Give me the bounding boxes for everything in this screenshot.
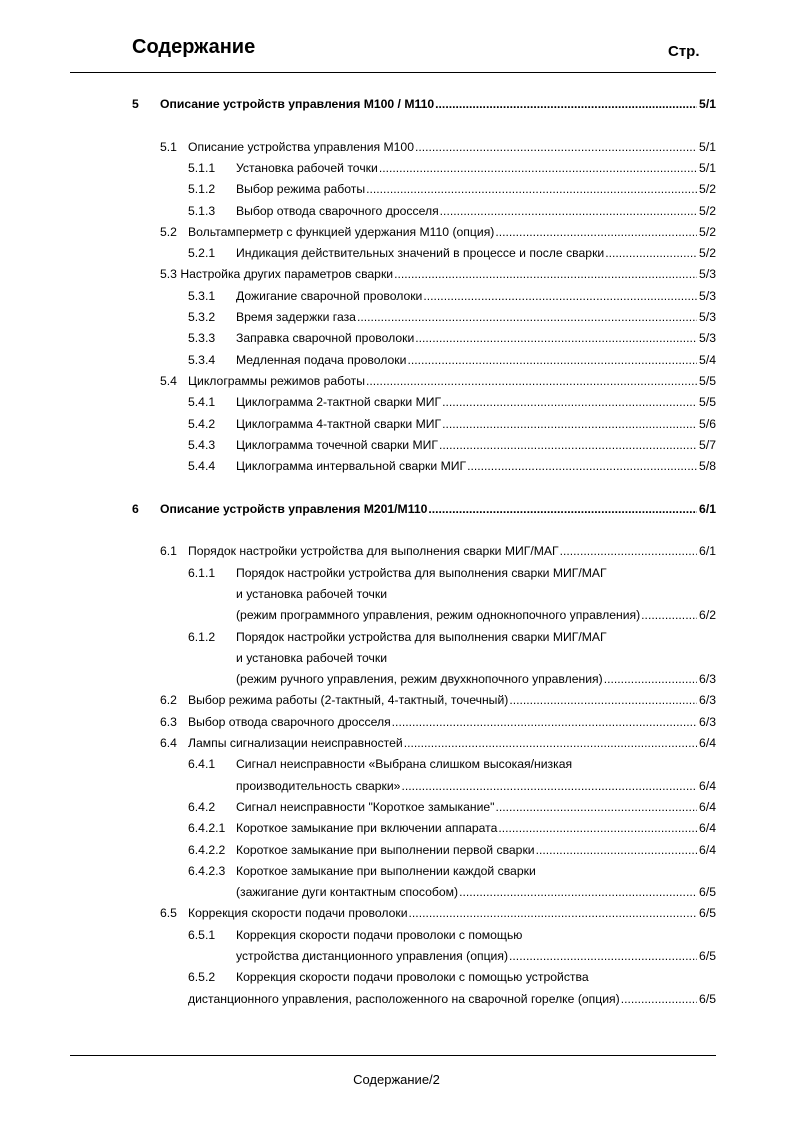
toc-entry-page: 6/3 <box>699 693 716 708</box>
toc-entry-title: Лампы сигнализации неисправностей <box>188 736 403 750</box>
toc-entry-title: 5.3 Настройка других параметров сварки <box>160 267 394 282</box>
dot-leader <box>495 223 697 241</box>
toc-entry <box>188 819 716 837</box>
toc-entry-title: и установка рабочей точки <box>236 586 388 601</box>
toc-entry-title: Выбор отвода сварочного дросселя <box>236 203 439 218</box>
toc-entry <box>188 564 716 582</box>
toc-entry-page: 6/3 <box>699 672 716 687</box>
dot-leader <box>392 713 697 731</box>
toc-entry-title: дистанционного управления, расположенного на сварочной горелке (опция) <box>188 991 620 1006</box>
toc-entry-number: 5.1.1 <box>188 160 216 175</box>
dot-leader <box>366 372 697 390</box>
toc-entry-page: 5/8 <box>699 459 716 474</box>
toc-entry-number: 5.4.1 <box>188 395 216 410</box>
toc-entry-title: Индикация действительных значений в процессе и после сварки <box>236 246 605 261</box>
toc-entry-title: Заправка сварочной проволоки <box>236 331 415 346</box>
toc-entry-page: 6/1 <box>699 544 716 559</box>
toc-entry-title: Описание устройства управления М100 <box>188 139 414 154</box>
dot-leader <box>401 777 697 795</box>
toc-entry <box>236 883 716 901</box>
toc-entry-page: 5/2 <box>699 182 716 197</box>
toc-entry-number: 6.5.1 <box>188 927 216 942</box>
dot-leader <box>605 244 697 262</box>
toc-entry-title: Описание устройств управления М201/М110 <box>160 501 428 516</box>
dot-leader <box>435 95 697 113</box>
page-footer: Содержание/2 <box>353 1072 440 1087</box>
toc-entry-number: 6.4.2 <box>188 799 216 814</box>
dot-leader <box>440 202 697 220</box>
toc-entry <box>188 244 716 262</box>
toc-entry-title: Время задержки газа <box>236 310 356 324</box>
dot-leader <box>459 883 697 901</box>
toc-entry-page: 6/4 <box>699 821 716 836</box>
toc-entry-title: (зажигание дуги контактным способом) <box>236 885 459 900</box>
toc-entry-title: Коррекция скорости подачи проволоки с помощью устройства <box>236 970 589 985</box>
toc-entry-page: 5/4 <box>699 352 716 367</box>
toc-entry <box>188 202 716 220</box>
toc-entry-page: 5/3 <box>699 288 716 303</box>
toc-entry-page: 5/3 <box>699 331 716 346</box>
toc-entry <box>160 904 716 922</box>
toc-entry-page: 6/4 <box>699 842 716 857</box>
dot-leader <box>379 159 697 177</box>
dot-leader <box>604 670 697 688</box>
toc-entry-title: устройства дистанционного управления (опция) <box>236 949 509 963</box>
dot-leader <box>641 606 697 624</box>
dot-leader <box>428 500 697 518</box>
toc-entry-title: Циклограмма интервальной сварки МИГ <box>236 459 467 474</box>
toc-entry-number: 6.2 <box>160 693 177 708</box>
toc-entry <box>236 585 716 603</box>
toc-entry-title: Циклограмма 2-тактной сварки МИГ <box>236 395 442 410</box>
toc-entry <box>188 415 716 433</box>
toc-entry-page: 5/2 <box>699 246 716 261</box>
toc-entry-number: 5.4.4 <box>188 459 216 474</box>
toc-entry <box>160 734 716 752</box>
dot-leader <box>366 180 697 198</box>
toc-entry-number: 5.3.2 <box>188 310 216 324</box>
toc-entry-title: Сигнал неисправности «Выбрана слишком высокая/низкая <box>236 757 573 772</box>
toc-entry <box>160 713 716 731</box>
toc-entry-title: (режим программного управления, режим однокнопочного управления) <box>236 608 641 623</box>
toc-entry-title: Порядок настройки устройства для выполнения сварки МИГ/МАГ <box>236 629 607 644</box>
toc-entry-page: 5/2 <box>699 224 716 239</box>
dot-leader <box>357 308 697 326</box>
toc-entry <box>188 351 716 369</box>
toc-entry <box>188 159 716 177</box>
toc-entry-page: 6/3 <box>699 714 716 729</box>
page-column-header: Стр. <box>668 43 700 60</box>
toc-entry-page: 6/1 <box>699 501 716 516</box>
toc-entry-number: 6.4 <box>160 736 177 750</box>
toc-entry-number: 5.1.3 <box>188 203 216 218</box>
toc-entry-title: Выбор режима работы <box>236 182 366 197</box>
dot-leader <box>442 393 697 411</box>
toc-entry-number: 5.1.2 <box>188 182 216 197</box>
dot-leader <box>496 798 698 816</box>
page-title: Содержание <box>132 36 256 58</box>
toc-entry <box>160 223 716 241</box>
toc-entry-title: Медленная подача проволоки <box>236 352 407 367</box>
toc-entry-page: 6/2 <box>699 608 716 623</box>
toc-entry-title: Циклограмма точечной сварки МИГ <box>236 437 438 452</box>
toc-entry <box>236 670 716 688</box>
toc-entry <box>132 95 716 113</box>
toc-entry-title: Вольтамперметр с функцией удержания М110 (опция) <box>188 224 495 239</box>
toc-entry <box>188 841 716 859</box>
dot-leader <box>536 841 697 859</box>
toc-entry-title: Дожигание сварочной проволоки <box>236 288 423 303</box>
toc-entry <box>160 265 716 283</box>
dot-leader <box>621 990 697 1008</box>
toc-entry-number: 5 <box>132 97 139 111</box>
toc-entry-title: Короткое замыкание при выполнении каждой сварки <box>236 863 536 878</box>
toc-entry-title: Циклограмма 4-тактной сварки МИГ <box>236 416 442 431</box>
toc-entry <box>160 691 716 709</box>
toc-entry-number: 6.4.2.3 <box>188 863 226 878</box>
dot-leader <box>423 287 697 305</box>
toc-entry-number: 6.4.1 <box>188 757 216 772</box>
dot-leader <box>509 947 697 965</box>
toc-entry-title: и установка рабочей точки <box>236 650 388 665</box>
toc-entry <box>236 947 716 965</box>
toc-entry-page: 6/5 <box>699 991 716 1006</box>
toc-entry <box>188 329 716 347</box>
toc-entry <box>188 990 716 1008</box>
toc-entry-title: Короткое замыкание при включении аппарата <box>236 821 498 836</box>
dot-leader <box>560 542 697 560</box>
toc-entry <box>188 457 716 475</box>
toc-entry-title: Установка рабочей точки <box>236 160 378 175</box>
toc-entry-number: 5.4 <box>160 373 177 388</box>
toc-entry-page: 6/4 <box>699 778 716 793</box>
toc-entry-page: 5/7 <box>699 437 716 452</box>
toc-entry-page: 5/5 <box>699 373 716 388</box>
toc-entry-number: 6.3 <box>160 714 177 729</box>
dot-leader <box>404 734 697 752</box>
toc-entry-page: 5/1 <box>699 97 716 111</box>
dot-leader <box>509 691 697 709</box>
toc-entry-page: 5/1 <box>699 139 716 154</box>
toc-entry-title: Выбор отвода сварочного дросселя <box>188 714 391 729</box>
toc-entry <box>188 287 716 305</box>
toc-entry-number: 5.4.2 <box>188 416 216 431</box>
footer-divider <box>70 1055 716 1056</box>
toc-entry <box>188 628 716 646</box>
toc-entry-page: 6/5 <box>699 906 716 921</box>
toc-entry <box>236 649 716 667</box>
toc-entry-title: Описание устройств управления М100 / М110 <box>160 97 435 111</box>
toc-entry-page: 5/6 <box>699 416 716 431</box>
dot-leader <box>409 904 698 922</box>
toc-entry-number: 5.1 <box>160 139 177 154</box>
toc-entry-number: 5.3.1 <box>188 288 216 303</box>
toc-entry-page: 6/5 <box>699 885 716 900</box>
toc-entry-title: Короткое замыкание при выполнении первой сварки <box>236 842 535 857</box>
dot-leader <box>415 138 697 156</box>
toc-entry <box>236 777 716 795</box>
toc-entry-page: 6/4 <box>699 736 716 750</box>
toc-entry-title: Коррекция скорости подачи проволоки <box>188 906 408 921</box>
toc-entry-number: 6.1.2 <box>188 629 216 644</box>
toc-entry <box>188 926 716 944</box>
toc-entry <box>160 372 716 390</box>
toc-entry-page: 5/3 <box>699 310 716 324</box>
toc-entry-number: 6.5 <box>160 906 177 921</box>
toc-entry-number: 6.1.1 <box>188 565 216 580</box>
toc-entry-number: 5.2.1 <box>188 246 216 261</box>
dot-leader <box>415 329 697 347</box>
dot-leader <box>407 351 697 369</box>
toc-entry-number: 5.4.3 <box>188 437 216 452</box>
toc-entry <box>188 755 716 773</box>
toc-entry-title: Порядок настройки устройства для выполнения сварки МИГ/МАГ <box>236 565 607 580</box>
dot-leader <box>442 415 697 433</box>
toc-entry-page: 6/5 <box>699 949 716 963</box>
toc-entry <box>188 180 716 198</box>
toc-entry-page: 6/4 <box>699 799 716 814</box>
dot-leader <box>439 436 697 454</box>
toc-entry-page: 5/2 <box>699 203 716 218</box>
toc-entry <box>160 542 716 560</box>
toc-entry-title: Коррекция скорости подачи проволоки с помощью <box>236 927 523 942</box>
toc-entry-title: Циклограммы режимов работы <box>188 373 366 388</box>
toc-entry <box>160 138 716 156</box>
toc-entry-title: Выбор режима работы (2-тактный, 4-тактный, точечный) <box>188 693 509 708</box>
toc-entry-page: 5/3 <box>699 267 716 282</box>
toc-entry-number: 6 <box>132 501 139 516</box>
toc-entry-page: 5/5 <box>699 395 716 410</box>
toc-entry <box>236 606 716 624</box>
toc-entry-number: 6.1 <box>160 544 177 559</box>
dot-leader <box>467 457 697 475</box>
toc-entry <box>132 500 716 518</box>
toc-entry <box>188 393 716 411</box>
toc-entry-number: 5.3.3 <box>188 331 216 346</box>
toc-entry-title: производительность сварки» <box>236 778 401 793</box>
toc-entry-number: 6.4.2.1 <box>188 821 226 836</box>
toc-entry-title: Порядок настройки устройства для выполнения сварки МИГ/МАГ <box>188 544 559 559</box>
toc-entry <box>188 308 716 326</box>
toc-entry-page: 5/1 <box>699 160 716 175</box>
toc-entry-title: Сигнал неисправности "Короткое замыкание" <box>236 799 495 814</box>
toc-entry-number: 5.3.4 <box>188 352 216 367</box>
toc-entry-number: 6.4.2.2 <box>188 842 226 857</box>
dot-leader <box>394 265 697 283</box>
toc-entry <box>188 968 716 986</box>
toc-entry-number: 5.2 <box>160 224 177 239</box>
toc-entry <box>188 862 716 880</box>
toc-entry-title: (режим ручного управления, режим двухкнопочного управления) <box>236 672 603 687</box>
toc-entry <box>188 798 716 816</box>
dot-leader <box>498 819 697 837</box>
toc-entry <box>188 436 716 454</box>
toc-entry-number: 6.5.2 <box>188 970 216 985</box>
